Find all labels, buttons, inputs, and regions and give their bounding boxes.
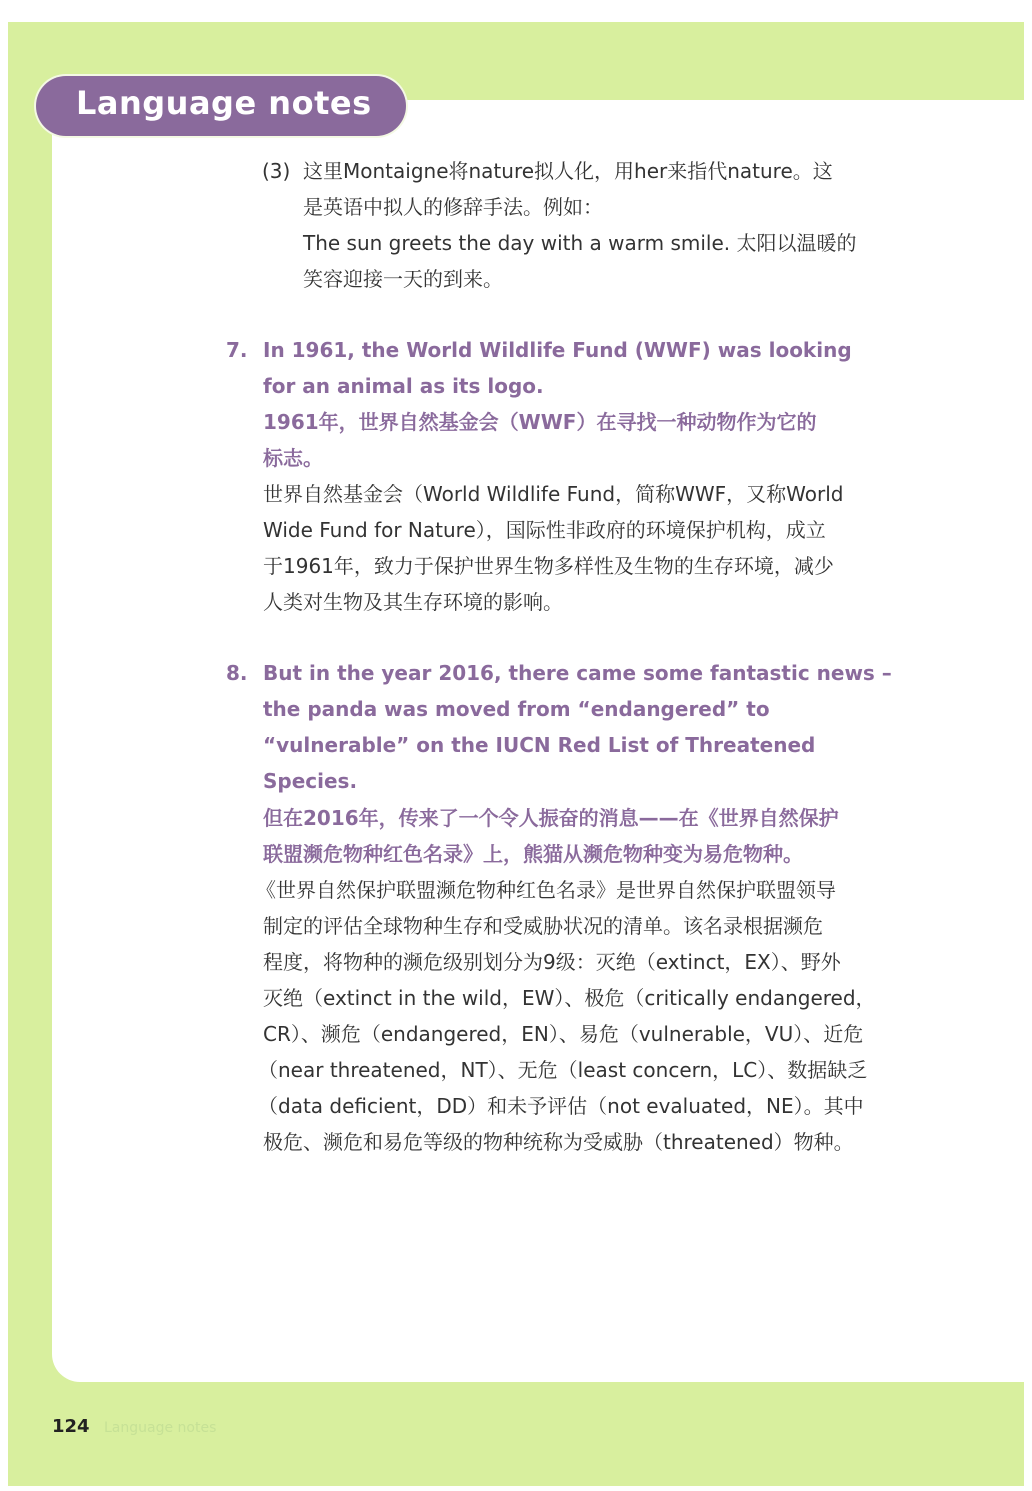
note-explanation: Wide Fund for Nature），国际性非政府的环境保护机构，成立 <box>263 518 826 542</box>
page-number: 124 <box>52 1416 90 1437</box>
note-english: “vulnerable” on the IUCN Red List of Threatened <box>263 733 816 757</box>
note-explanation: 《世界自然保护联盟濒危物种红色名录》是世界自然保护联盟领导 <box>256 878 836 902</box>
note-explanation: （data deficient，DD）和未予评估（not evaluated，NE）。其中 <box>258 1094 864 1118</box>
note-explanation: （near threatened，NT）、无危（least concern，LC）、数据缺乏 <box>258 1058 868 1082</box>
note-explanation: 灭绝（extinct in the wild，EW）、极危（critically endangered， <box>263 986 876 1010</box>
note-line: The sun greets the day with a warm smile. 太阳以温暖的 <box>303 231 857 255</box>
note-english: Species. <box>263 769 358 793</box>
sub-item-label: (3) <box>262 159 291 183</box>
note-chinese: 联盟濒危物种红色名录》上，熊猫从濒危物种变为易危物种。 <box>263 842 803 866</box>
note-explanation: 制定的评估全球物种生存和受威胁状况的清单。该名录根据濒危 <box>263 914 823 938</box>
note-english: In 1961, the World Wildlife Fund (WWF) was looking <box>263 338 852 362</box>
note-line: 这里Montaigne将nature拟人化，用her来指代nature。这 <box>303 159 833 183</box>
note-explanation: 世界自然基金会（World Wildlife Fund，简称WWF，又称World <box>263 482 844 506</box>
note-english: for an animal as its logo. <box>263 374 544 398</box>
section-title: Language notes <box>76 84 372 122</box>
note-chinese: 标志。 <box>263 446 323 470</box>
note-explanation: 人类对生物及其生存环境的影响。 <box>263 590 563 614</box>
note-chinese: 但在2016年，传来了一个令人振奋的消息——在《世界自然保护 <box>263 806 839 830</box>
note-explanation: 程度，将物种的濒危级别划分为9级：灭绝（extinct，EX）、野外 <box>263 950 841 974</box>
note-explanation: CR）、濒危（endangered，EN）、易危（vulnerable，VU）、近危 <box>263 1022 864 1046</box>
note-chinese: 1961年，世界自然基金会（WWF）在寻找一种动物作为它的 <box>263 410 817 434</box>
note-english: But in the year 2016, there came some fantastic news – <box>263 661 892 685</box>
note-line: 笑容迎接一天的到来。 <box>303 267 503 291</box>
note-explanation: 极危、濒危和易危等级的物种统称为受威胁（threatened）物种。 <box>263 1130 854 1154</box>
section-header-tab <box>36 76 406 136</box>
note-number: 8. <box>226 661 248 685</box>
note-explanation: 于1961年，致力于保护世界生物多样性及生物的生存环境，减少 <box>263 554 834 578</box>
note-english: the panda was moved from “endangered” to <box>263 697 770 721</box>
note-number: 7. <box>226 338 248 362</box>
footer-ghost-text: Language notes <box>104 1420 217 1436</box>
note-line: 是英语中拟人的修辞手法。例如： <box>303 195 603 219</box>
